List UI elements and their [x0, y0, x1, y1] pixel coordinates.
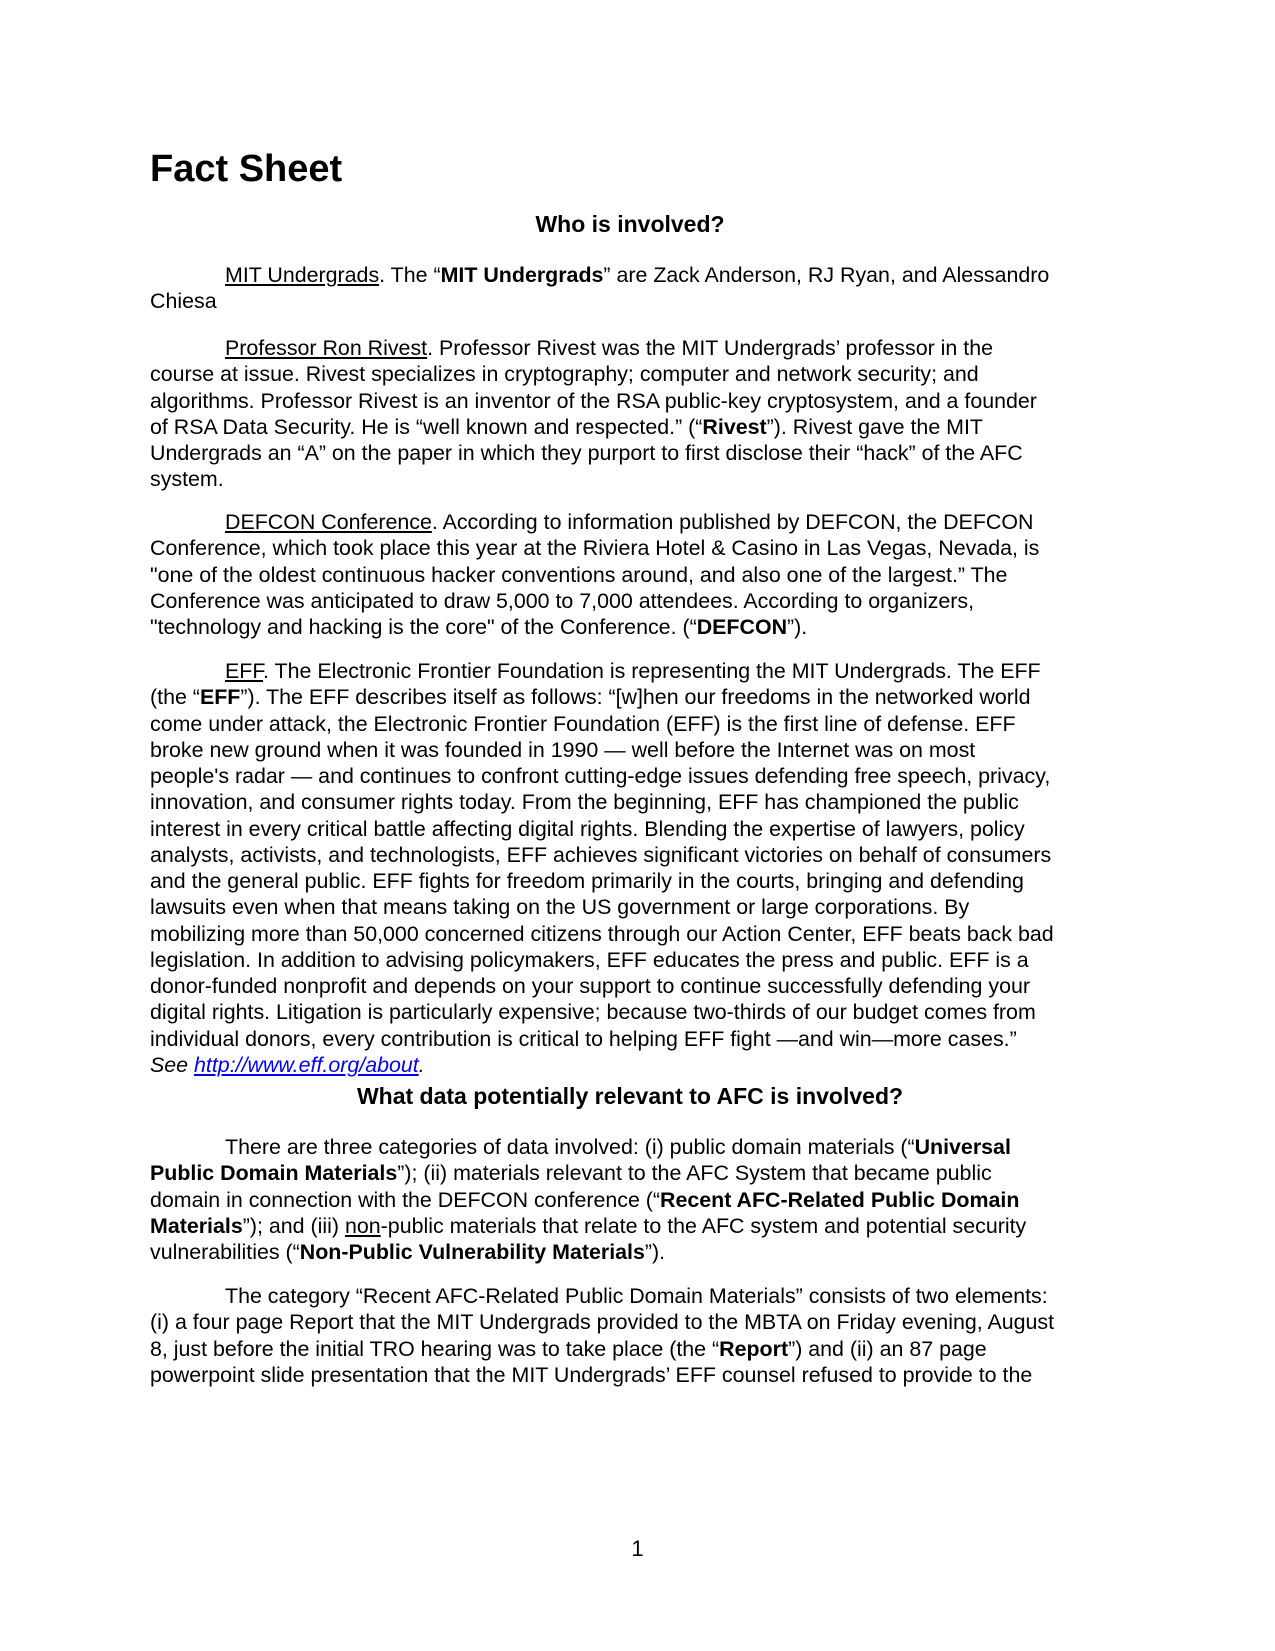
text: There are three categories of data involved: (i) public domain materials (“ — [225, 1135, 915, 1159]
text-line: lawsuits even when that means taking on the US government or large corporations. By — [150, 895, 970, 920]
text: . The Electronic Frontier Foundation is representing the MIT Undergrads. The EFF — [263, 659, 1041, 683]
text-line: innovation, and consumer rights today. From the beginning, EFF has championed the public — [150, 790, 1019, 815]
text: ”). The EFF describes itself as follows: “[w]hen our freedoms in the networked world — [240, 685, 1031, 710]
emphasis-non: non — [344, 1213, 381, 1238]
text-line: interest in every critical battle affecting digital rights. Blending the expertise of lawyers, policy — [150, 816, 1025, 841]
text: ”). — [787, 615, 808, 639]
defined-term: Public Domain Materials — [150, 1161, 398, 1186]
text-line: Conference was anticipated to draw 5,000 to 7,000 attendees. According to organizers, — [150, 588, 975, 613]
term-mit-undergrads: MIT Undergrads — [225, 263, 380, 287]
defined-term: MIT Undergrads — [440, 263, 604, 287]
text-line: mobilizing more than 50,000 concerned citizens through our Action Center, EFF beats back bad — [150, 921, 1054, 946]
term-defcon-conference: DEFCON Conference — [225, 510, 432, 534]
defined-term: Universal — [914, 1135, 1011, 1159]
defined-term: Rivest — [702, 414, 767, 439]
text-line: come under attack, the Electronic Frontier Foundation (EFF) is the first line of defense. EFF — [150, 711, 1016, 736]
text: domain in connection with the DEFCON conference (“ — [150, 1187, 661, 1212]
text: ”). — [644, 1240, 666, 1264]
defined-term: Non-Public Vulnerability Materials — [299, 1240, 645, 1264]
section-heading-who: Who is involved? — [535, 211, 725, 237]
paragraph-data-categories — [150, 1134, 1125, 1265]
text: . Professor Rivest was the MIT Undergrads’ professor in the — [427, 336, 993, 360]
paragraph-eff — [150, 658, 1125, 1078]
text: -public materials that relate to the AFC system and potential security — [380, 1213, 1027, 1238]
citation-signal: See — [150, 1052, 195, 1077]
text: ”); and (iii) — [242, 1213, 345, 1238]
text: (the “ — [150, 685, 200, 710]
text-line: legislation. In addition to advising policymakers, EFF educates the press and public. EFF is a — [150, 947, 1029, 972]
text-line: system. — [150, 467, 224, 492]
text-line: course at issue. Rivest specializes in cryptography; computer and network security; and — [150, 362, 979, 387]
text: ”); (ii) materials relevant to the AFC System that became public — [397, 1161, 992, 1186]
text: . According to information published by DEFCON, the DEFCON — [431, 510, 1034, 534]
text-line: analysts, activists, and technologists, EFF achieves significant victories on behalf of consumers — [150, 842, 1052, 867]
text-line: broke new ground when it was founded in 1990 — well before the Internet was on most — [150, 737, 976, 762]
text-line: Undergrads an “A” on the paper in which they purport to first disclose their “hack” of the AFC — [150, 441, 1023, 465]
page-title: Fact Sheet — [150, 148, 343, 190]
defined-term: Materials — [150, 1213, 243, 1238]
paragraph-recent-afc — [150, 1283, 1125, 1388]
term-eff: EFF — [225, 659, 264, 683]
text-line: individual donors, every contribution is critical to helping EFF fight —and win—more cases.” — [150, 1026, 1017, 1051]
term-professor-rivest: Professor Ron Rivest — [225, 336, 428, 360]
text-line: powerpoint slide presentation that the MIT Undergrads’ EFF counsel refused to provide to the — [150, 1362, 1033, 1387]
page-number: 1 — [631, 1536, 644, 1561]
text: ” are Zack Anderson, RJ Ryan, and Alessandro — [603, 263, 1050, 287]
text: vulnerabilities (“ — [150, 1240, 300, 1264]
text: . The “ — [379, 263, 441, 287]
defined-term: Recent AFC-Related Public Domain — [660, 1187, 1020, 1212]
text: "technology and hacking is the core" of the Conference. (“ — [150, 615, 697, 639]
text: ”) and (ii) an 87 page — [788, 1336, 987, 1361]
paragraph-defcon — [150, 509, 1125, 640]
text-line: Conference, which took place this year at the Riviera Hotel & Casino in Las Vegas, Nevada, is — [150, 536, 1040, 561]
section-heading-data: What data potentially relevant to AFC is involved? — [356, 1083, 904, 1109]
paragraph-mit-undergrads — [150, 262, 1125, 315]
text-line: algorithms. Professor Rivest is an inventor of the RSA public-key cryptosystem, and a founder — [150, 388, 1037, 413]
text: ”). Rivest gave the MIT — [766, 414, 983, 439]
text-line: (i) a four page Report that the MIT Undergrads provided to the MBTA on Friday evening, August — [150, 1310, 1055, 1335]
defined-term: DEFCON — [696, 615, 788, 639]
text: of RSA Data Security. He is “well known and respected.” (“ — [150, 414, 703, 439]
text-line: and the general public. EFF fights for freedom primarily in the courts, bringing and defending — [150, 869, 1024, 893]
eff-about-link[interactable]: http://www.eff.org/about — [194, 1052, 419, 1077]
text: 8, just before the initial TRO hearing was to take place (the “ — [150, 1336, 720, 1361]
text-line: The category “Recent AFC-Related Public Domain Materials” consists of two elements: — [225, 1284, 1048, 1308]
paragraph-rivest — [150, 335, 1125, 493]
text-line: donor-funded nonprofit and depends on your support to continue successfully defending your — [150, 974, 1030, 998]
defined-term: Report — [719, 1336, 789, 1361]
text-line: digital rights. Litigation is particularly expensive; because two-thirds of our budget comes from — [150, 1000, 1036, 1025]
text: . — [418, 1052, 425, 1077]
defined-term: EFF — [199, 685, 241, 710]
text-line: "one of the oldest continuous hacker conventions around, and also one of the largest.” The — [150, 562, 1008, 587]
text-line: Chiesa — [150, 289, 217, 314]
text-line: people's radar — and continues to confront cutting-edge issues defending free speech, privacy, — [150, 764, 1051, 788]
